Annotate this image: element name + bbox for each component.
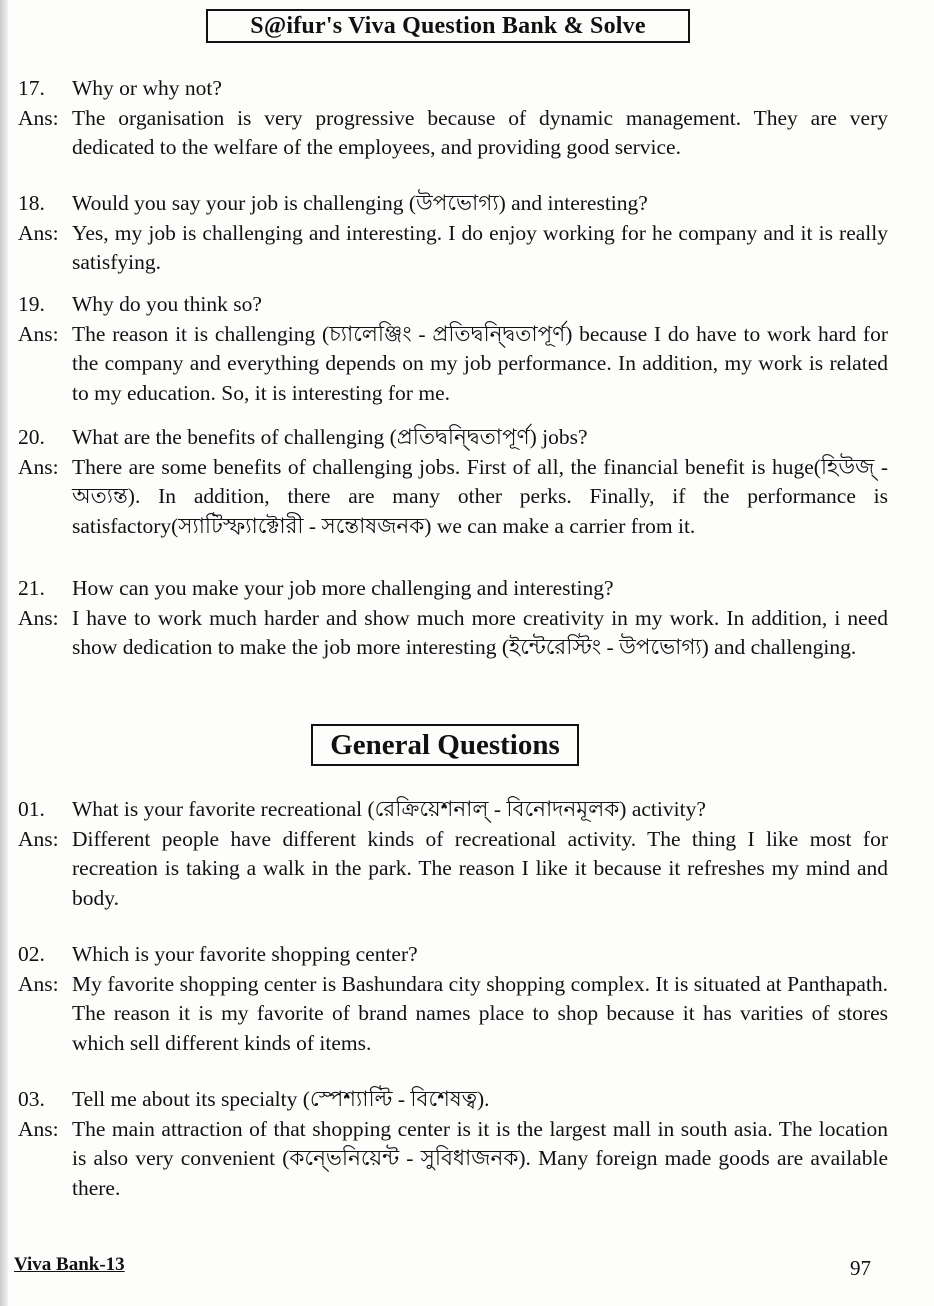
answer-text: There are some benefits of challenging jobs. First of all, the financial benefit is huge(হিউজ্ - অত্যন্ত). In addition, there are many other perks. Finally, if the performance is satisfactory(স্যাটিস্ফ্যাক্টোরী - সন্তোষজনক) we can make a carrier from it.	[72, 454, 888, 538]
answer-text: The main attraction of that shopping center is it is the largest mall in south asia. The location is also very convenient (কন্ভেনিয়েন্ট - সুবিধাজনক). Many foreign made goods are available there.	[72, 1116, 888, 1200]
qa-item-19	[18, 290, 888, 408]
question-number: 19.	[18, 292, 45, 316]
qa-item-21	[18, 574, 888, 663]
question-text: Would you say your job is challenging (উপভোগ্য) and interesting?	[72, 191, 648, 215]
question-number: 01.	[18, 797, 45, 821]
header-title: S@ifur's Viva Question Bank & Solve	[206, 9, 690, 43]
question-text: What are the benefits of challenging (প্রতিদ্বন্দ্বিতাপূর্ণ) jobs?	[72, 425, 588, 449]
answer-label: Ans:	[18, 971, 59, 996]
scan-edge	[0, 0, 8, 1306]
answer-text: The reason it is challenging (চ্যালেঞ্জিং - প্রতিদ্বন্দ্বিতাপূর্ণ) because I do have to work hard for the company and everything depends on my job performance. In addition, my work is related to my education. So, it is interesting for me.	[72, 321, 888, 405]
answer-text: The organisation is very progressive because of dynamic management. They are very dedicated to the welfare of the employees, and providing good service.	[72, 105, 888, 159]
answer-text: Different people have different kinds of recreational activity. The thing I like most for recreation is taking a walk in the park. The reason I like it because it refreshes my mind and body.	[72, 826, 888, 910]
answer-label: Ans:	[18, 605, 59, 630]
question-number: 21.	[18, 576, 45, 600]
question-number: 18.	[18, 191, 45, 215]
answer-label: Ans:	[18, 826, 59, 851]
qa-item-18	[18, 189, 888, 278]
answer-label: Ans:	[18, 454, 59, 479]
qa-item-general-01	[18, 795, 888, 913]
answer-label: Ans:	[18, 220, 59, 245]
question-number: 02.	[18, 942, 45, 966]
footer-label: Viva Bank-13	[14, 1254, 125, 1275]
question-number: 17.	[18, 76, 45, 100]
question-number: 03.	[18, 1087, 45, 1111]
answer-text: Yes, my job is challenging and interesting. I do enjoy working for he company and it is really satisfying.	[72, 220, 888, 274]
answer-text: I have to work much harder and show much more creativity in my work. In addition, i need show dedication to make the job more interesting (ইন্টেরেস্টিং - উপভোগ্য) and challenging.	[72, 605, 888, 659]
question-text: Tell me about its specialty (স্পেশ্যাল্টি - বিশেষত্ব).	[72, 1087, 490, 1111]
question-text: Why do you think so?	[72, 292, 262, 316]
qa-item-general-03	[18, 1085, 888, 1203]
question-text: What is your favorite recreational (রেক্রিয়েশনাল্ - বিনোদনমূলক) activity?	[72, 797, 706, 821]
qa-item-17	[18, 74, 888, 163]
answer-label: Ans:	[18, 105, 59, 130]
question-text: How can you make your job more challenging and interesting?	[72, 576, 614, 600]
question-number: 20.	[18, 425, 45, 449]
page-number: 97	[850, 1256, 871, 1280]
question-text: Why or why not?	[72, 76, 222, 100]
section-title: General Questions	[311, 724, 579, 766]
question-text: Which is your favorite shopping center?	[72, 942, 418, 966]
qa-item-general-02	[18, 940, 888, 1058]
answer-label: Ans:	[18, 321, 59, 346]
answer-label: Ans:	[18, 1116, 59, 1141]
qa-item-20	[18, 423, 888, 541]
answer-text: My favorite shopping center is Bashundara city shopping complex. It is situated at Panthapath. The reason it is my favorite of brand names place to shop because it has varities of stores which sell different kinds of items.	[72, 971, 888, 1055]
